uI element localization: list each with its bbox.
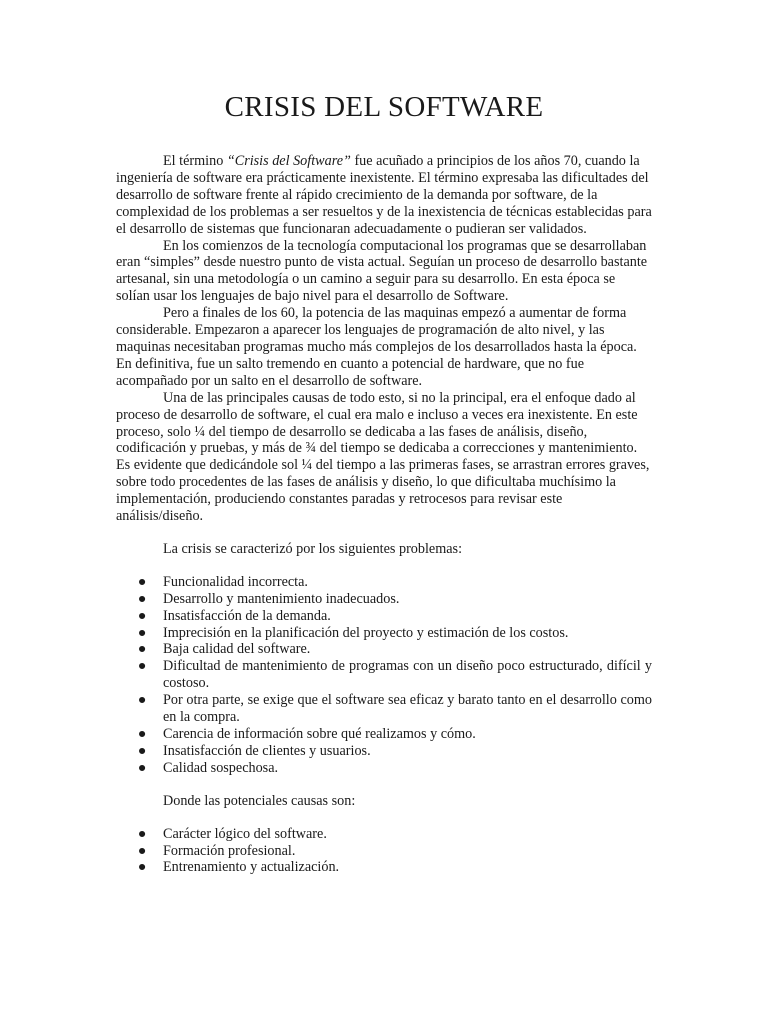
bullet-icon: ● [137,859,147,876]
document-body [116,153,652,876]
list-item-text: Por otra parte, se exige que el software sea eficaz y barato tanto en el desarrollo como en la compra. [163,692,652,726]
bullet-icon: ● [137,759,147,776]
paragraph-1 [116,153,652,238]
list-item [116,658,652,692]
paragraph-1-rest: fue acuñado a principios de los años 70, cuando la ingeniería de software era prácticamente inexistente. El término expresaba las dificultades del desarrollo de software frente al rápido crecimiento de la demanda por software, de la complexidad de los problemas a ser resueltos y de la inexistencia de técnicas establecidas para el desarrollo de sistemas que funcionaran adecuadamente o pudieran ser validados. [116,153,652,237]
bullet-icon: ● [137,742,147,759]
list-item-text: Funcionalidad incorrecta. [163,573,308,590]
paragraph-3: Pero a finales de los 60, la potencia de las maquinas empezó a aumentar de forma considerable. Empezaron a aparecer los lenguajes de programación de alto nivel, y las maquinas necesitaban programas mucho más complejos de los desarrollados hasta la época. En definitiva, fue un salto tremendo en cuanto a potencial de hardware, que no fue acompañado por un salto en el desarrollo de software. [116,305,637,389]
list-item [116,641,652,658]
bullet-icon: ● [137,624,147,641]
list-item-text: Dificultad de mantenimiento de programas con un diseño poco estructurado, difícil y costoso. [163,658,652,692]
list-item [116,760,652,777]
causes-intro: Donde las potenciales causas son: [163,792,356,809]
bullet-icon: ● [137,726,147,742]
list-item-text: Carencia de información sobre qué realizamos y cómo. [163,726,476,742]
list-item-text: Carácter lógico del software. [163,825,327,842]
list-item [116,726,652,743]
list-item [116,591,652,608]
list-item-text: Formación profesional. [163,842,296,859]
page-title: CRISIS DEL SOFTWARE [224,91,544,123]
problems-intro: La crisis se caracterizó por los siguientes problemas: [163,540,463,557]
bullet-icon: ● [137,573,147,590]
bullet-icon: ● [137,692,147,709]
causes-list [116,826,652,877]
list-item [116,574,652,591]
list-item [116,826,652,843]
bullet-icon: ● [137,641,147,658]
list-item-text: Imprecisión en la planificación del proyecto y estimación de los costos. [163,624,569,641]
list-item-text: Calidad sospechosa. [163,759,279,776]
paragraph-2: En los comienzos de la tecnología computacional los programas que se desarrollaban eran “simples” desde nuestro punto de vista actual. Seguían un proceso de desarrollo bastante artesanal, sin una metodología o un camino a seguir para su desarrollo. En esta época se solían usar los lenguajes de bajo nivel para el desarrollo de Software. [116,237,648,305]
list-item [116,859,652,876]
bullet-icon: ● [137,590,147,607]
bullet-icon: ● [137,842,147,859]
list-item [116,692,652,726]
bullet-icon: ● [137,658,147,675]
list-item-text: Entrenamiento y actualización. [163,859,340,876]
paragraph-1-term: “Crisis del Software” [226,153,351,169]
list-item-text: Desarrollo y mantenimiento inadecuados. [163,590,400,607]
bullet-icon: ● [137,825,147,842]
list-item [116,743,652,760]
list-item [116,625,652,642]
list-item-text: Baja calidad del software. [163,641,311,658]
list-item [116,843,652,860]
paragraph-4: Una de las principales causas de todo esto, si no la principal, era el enfoque dado al proceso de desarrollo de software, el cual era malo e incluso a veces era inexistente. En este proceso, solo ¼ del tiempo de desarrollo se dedicaba a las fases de análisis, diseño, codificación y pruebas, y más de ¾ del tiempo se dedicaba a correcciones y mantenimiento. Es evidente que dedicándole sol ¼ del tiempo a las primeras fases, se arrastran errores graves, sobre todo procedentes de las fases de análisis y diseño, lo que dificultaba muchísimo la implementación, produciendo constantes paradas y retrocesos para revisar este análisis/diseño. [116,389,650,525]
paragraph-1-lead: El término [163,153,227,169]
bullet-icon: ● [137,607,147,624]
list-item-text: Insatisfacción de clientes y usuarios. [163,742,371,759]
problems-list [116,574,652,777]
list-item-text: Insatisfacción de la demanda. [163,607,331,624]
list-item [116,608,652,625]
